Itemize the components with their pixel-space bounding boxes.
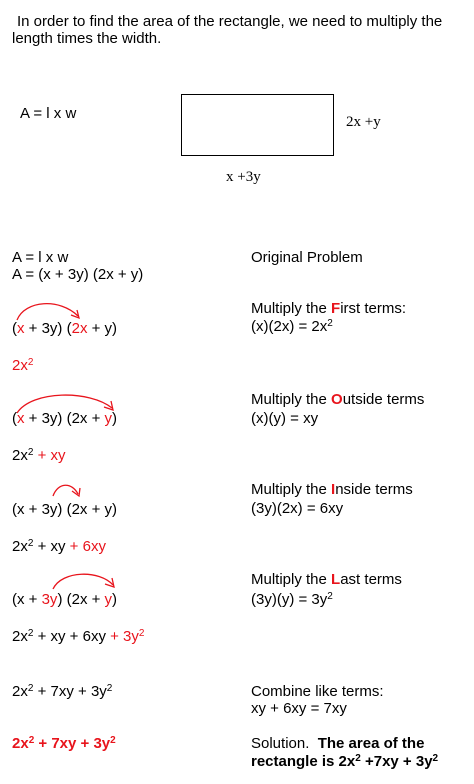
solution-result: $2x^2 + 7xy + 3y^2$ [12, 735, 116, 752]
last-terms-calc: $(3y)(y) = 3y^2$ [251, 591, 333, 608]
first-terms-calc: $(x)(2x) = 2x^2$ [251, 318, 333, 335]
inside-terms-calc: (3y)(2x) = 6xy [251, 500, 344, 517]
setup-substituted: A = (x + 3y) (2x + y) [12, 266, 144, 283]
inside-terms-title: Multiply the Inside terms [251, 481, 413, 498]
combine-title: Combine like terms: [251, 683, 384, 700]
intro-line-1: In order to find the area of the rectangle, we need to multiply the [17, 13, 443, 30]
inside-terms-expression: (x + 3y) (2x + y) [12, 501, 118, 518]
outside-terms-calc: (x)(y) = xy [251, 410, 319, 427]
outside-terms-result: $2x^2$ + xy [12, 447, 66, 464]
first-terms-result: $2x^2$ [12, 357, 34, 374]
intro-line-2: length times the width. [12, 30, 162, 47]
last-terms-expression: (x + 3y) (2x + y) [12, 591, 118, 608]
figure-formula: A = l x w [20, 105, 77, 122]
rectangle-bottom-label: x +3y [226, 169, 261, 185]
last-terms-title: Multiply the Last terms [251, 571, 402, 588]
rectangle-side-label: 2x +y [346, 114, 381, 130]
outside-terms-title: Multiply the Outside terms [251, 391, 425, 408]
combine-result: $2x^2 + 7xy + 3y^2$ [12, 683, 113, 700]
setup-formula: A = l x w [12, 249, 69, 266]
setup-note: Original Problem [251, 249, 363, 266]
solution-line-1: Solution. The area of the [251, 735, 425, 752]
outside-terms-expression: (x + 3y) (2x + y) [12, 410, 118, 427]
first-terms-expression: (x + 3y) (2x + y) [12, 320, 118, 337]
inside-terms-result: $2x^2$ + xy + 6xy [12, 538, 106, 555]
solution-line-2: rectangle is $2x^2 +7xy + 3y^2$ [251, 753, 439, 770]
first-terms-title: Multiply the First terms: [251, 300, 407, 317]
last-terms-result: $2x^2$ + xy + $6xy + 3y^2$ [12, 628, 145, 645]
combine-calc: xy + 6xy = 7xy [251, 700, 347, 717]
